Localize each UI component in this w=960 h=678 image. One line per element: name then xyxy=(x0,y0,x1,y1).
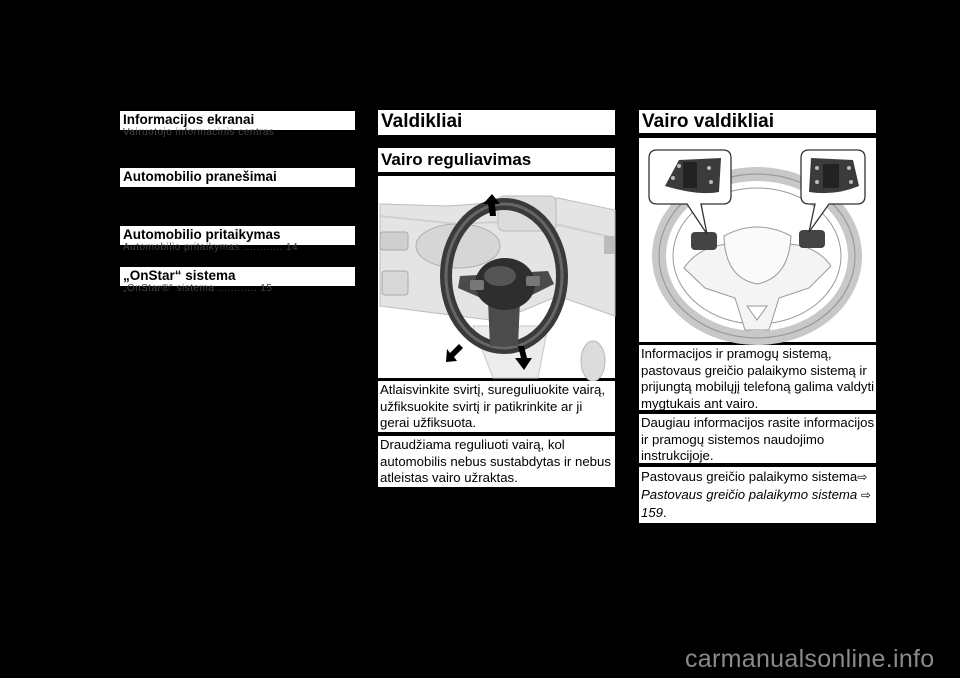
steering-adjust-figure xyxy=(378,176,615,378)
heading-text: „OnStar“ sistema xyxy=(123,268,236,283)
clipped-entry: Automobilio pritaikymas ............ 14 xyxy=(123,242,299,253)
subsection-title-box xyxy=(378,148,615,172)
arrow-right-icon: ⇨ xyxy=(860,488,871,502)
heading-text: Informacijos ekranai xyxy=(123,112,255,127)
heading-automobilio-pritaikymas[interactable] xyxy=(120,226,355,253)
heading-text: Automobilio pranešimai xyxy=(123,169,277,184)
paragraph: Atlaisvinkite svirtį, sureguliuokite vairą, užfiksuokite svirtį ir patikrinkite ar ji gerai užfiksuota. xyxy=(380,382,606,430)
paragraph-box xyxy=(378,436,615,487)
heading-text: Automobilio pritaikymas xyxy=(123,227,281,242)
clipped-entry: „OnStar®“ sistema ............ 15 xyxy=(123,283,273,294)
section-title-box xyxy=(639,110,876,133)
cross-ref-prefix: Pastovaus greičio palaikymo sistema xyxy=(641,469,858,484)
paragraph-box xyxy=(378,381,615,432)
paragraph: Informacijos ir pramogų sistemą, pastovaus greičio palaikymo sistemą ir prijungtą mobilųjį telefoną galima valdyti mygtukais ant vairo. xyxy=(641,346,875,411)
paragraph-box xyxy=(639,345,876,410)
paragraph-box xyxy=(639,414,876,463)
cross-ref-link[interactable]: Pastovaus greičio palaikymo sistema xyxy=(641,487,858,502)
heading-informacijos-ekranai[interactable] xyxy=(120,111,355,138)
left-button-cluster-small xyxy=(691,232,717,250)
subsection-title: Vairo reguliavimas xyxy=(381,150,532,169)
heading-automobilio-pranesimai[interactable] xyxy=(120,168,355,187)
heading-onstar-sistema[interactable] xyxy=(120,267,355,294)
cross-ref-suffix: . xyxy=(663,505,667,520)
paragraph: Daugiau informacijos rasite informacijos ir pramogų sistemos naudojimo instrukcijoje. xyxy=(641,415,875,463)
right-button-cluster-small xyxy=(799,230,825,248)
clipped-entry: Vairuotojo informacinis centras xyxy=(123,127,275,138)
steering-wheel-adjust-illustration xyxy=(378,176,615,378)
arrow-right-icon: ⇨ xyxy=(857,470,868,484)
section-title: Vairo valdikliai xyxy=(642,111,775,132)
section-title-box xyxy=(378,110,615,135)
watermark: carmanualsonline.info xyxy=(685,645,935,673)
steering-wheel-controls-illustration xyxy=(639,138,876,342)
cross-ref-page[interactable]: 159 xyxy=(641,505,664,520)
section-title: Valdikliai xyxy=(381,111,463,132)
steering-controls-figure xyxy=(639,138,876,342)
cross-reference-box xyxy=(639,467,876,523)
paragraph: Draudžiama reguliuoti vairą, kol automobilis nebus sustabdytas ir nebus atleistas vairo užraktas. xyxy=(380,437,611,485)
